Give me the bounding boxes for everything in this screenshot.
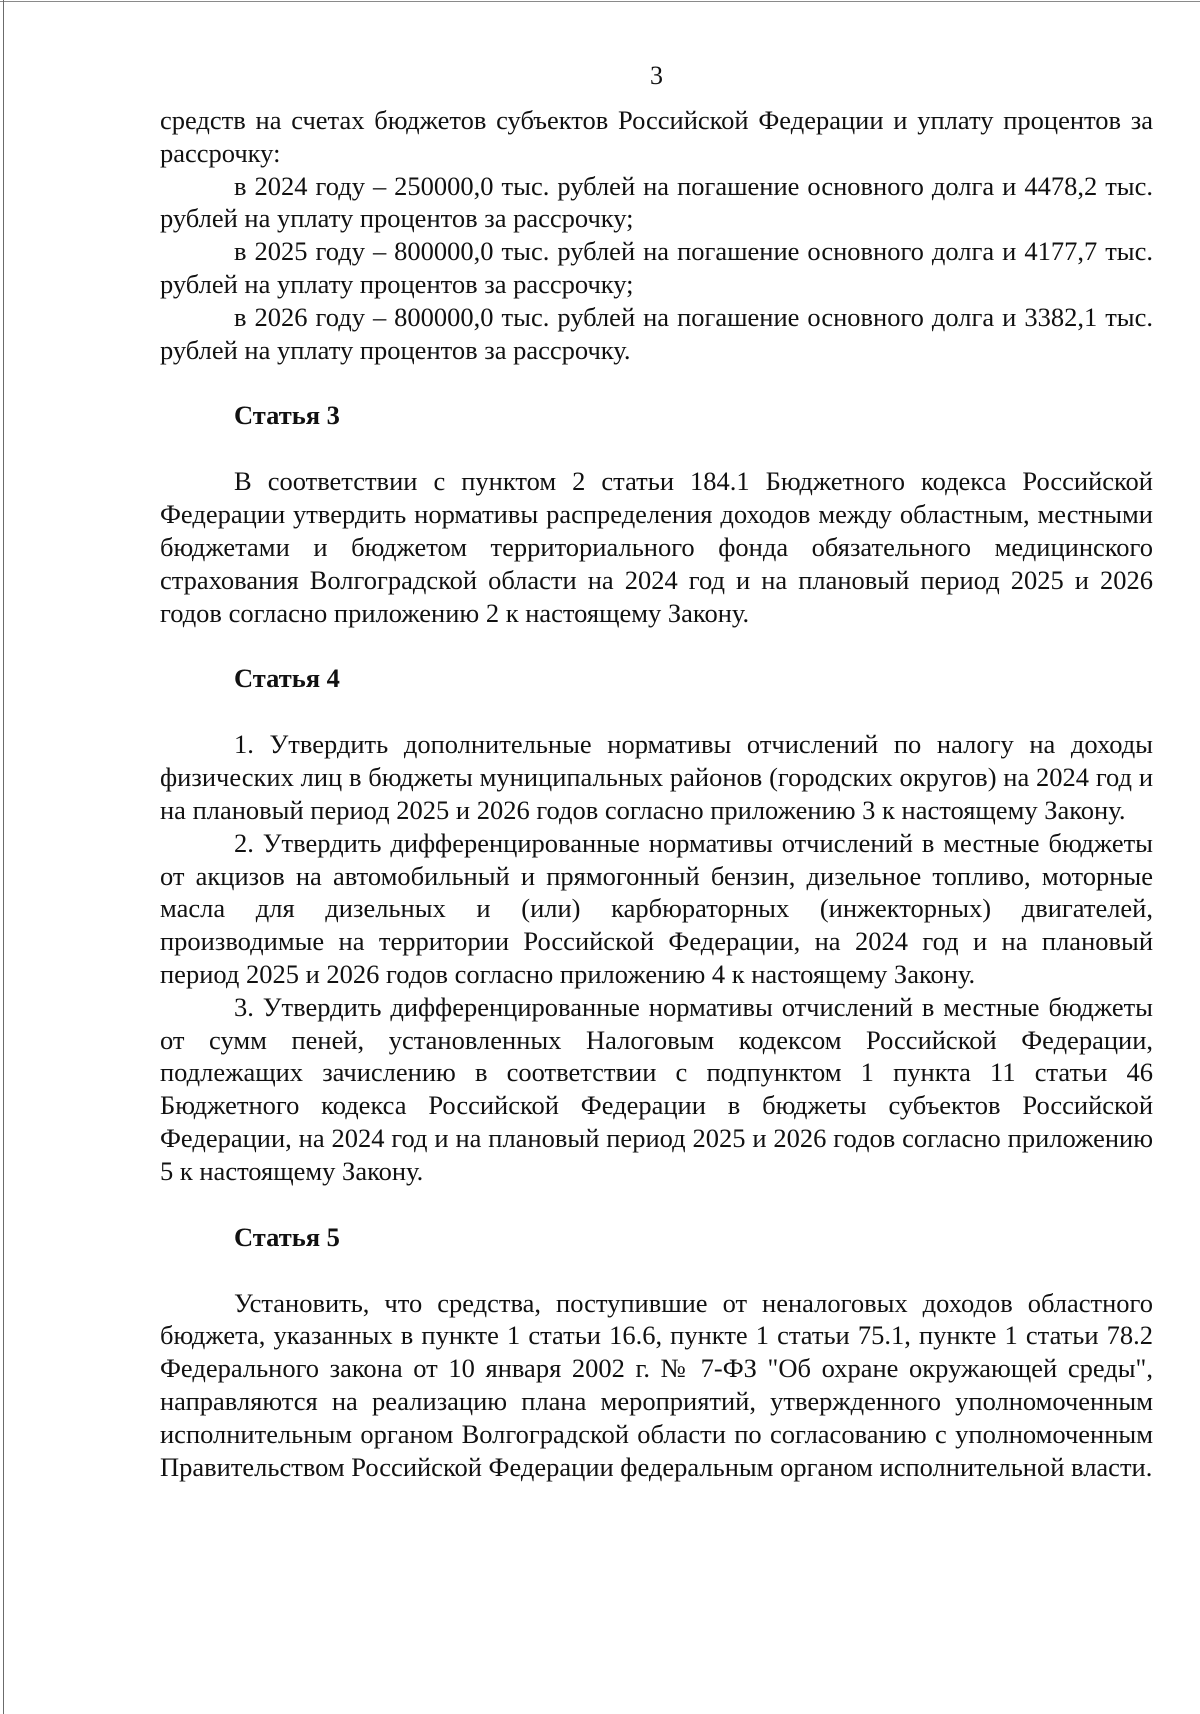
article-5-paragraph-1: Установить, что средства, поступившие от неналоговых доходов областного бюджета, указанных в пункте 1 статьи 16.6, пункте 1 статьи 75.1, пункте 1 статьи 78.2 Федерального закона от 10 января 2002 г. № 7-ФЗ "Об охране окружающей среды", направляются на реализацию плана мероприятий, утвержденного уполномоченным исполнительным органом Волгоградской области по согласованию с уполномоченным Правительством Российской Федерации федеральным органом исполнительной власти. bbox=[160, 1287, 1153, 1482]
continuation-item-2025: в 2025 году – 800000,0 тыс. рублей на погашение основного долга и 4177,7 тыс. рублей на уплату процентов за рассрочку; bbox=[160, 236, 1153, 299]
spacer bbox=[160, 1188, 1153, 1221]
scan-edge-left bbox=[3, 0, 4, 1714]
document-page bbox=[160, 60, 1153, 1483]
continuation-intro: средств на счетах бюджетов субъектов Российской Федерации и уплату процентов за рассрочку: bbox=[160, 105, 1153, 168]
spacer bbox=[160, 366, 1153, 399]
article-4-paragraph-3: 3. Утвердить дифференцированные нормативы отчислений в местные бюджеты от сумм пеней, установленных Налоговым кодексом Российской Федерации, подлежащих зачислению в соответствии с подпунктом 1 пункта 11 статьи 46 Бюджетного кодекса Российской Федерации в бюджеты субъектов Российской Федерации, на 2024 год и на плановый период 2025 и 2026 годов согласно приложению 5 к настоящему Закону. bbox=[160, 991, 1153, 1186]
article-4-paragraph-1: 1. Утвердить дополнительные нормативы отчислений по налогу на доходы физических лиц в бюджеты муниципальных районов (городских округов) на 2024 год и на плановый период 2025 и 2026 годов согласно приложению 3 к настоящему Закону. bbox=[160, 729, 1153, 825]
article-5-heading: Статья 5 bbox=[234, 1221, 340, 1252]
article-4-heading: Статья 4 bbox=[234, 663, 340, 694]
page-number: 3 bbox=[650, 61, 663, 90]
article-4-paragraph-2: 2. Утвердить дифференцированные нормативы отчислений в местные бюджеты от акцизов на автомобильный и прямогонный бензин, дизельное топливо, моторные масла для дизельных и (или) карбюраторных (инжекторных) двигателей, производимые на территории Российской Федерации, на 2024 год и на плановый период 2025 и 2026 годов согласно приложению 4 к настоящему Закону. bbox=[160, 827, 1153, 989]
spacer bbox=[160, 432, 1153, 465]
article-3-paragraph-1: В соответствии с пунктом 2 статьи 184.1 Бюджетного кодекса Российской Федерации утвердить нормативы распределения доходов между областным, местными бюджетами и бюджетом территориального фонда обязательного медицинского страхования Волгоградской области на 2024 год и на плановый период 2025 и 2026 годов согласно приложению 2 к настоящему Закону. bbox=[160, 466, 1153, 628]
continuation-item-2026: в 2026 году – 800000,0 тыс. рублей на погашение основного долга и 3382,1 тыс. рублей на уплату процентов за рассрочку. bbox=[160, 301, 1153, 365]
continuation-item-2024: в 2024 году – 250000,0 тыс. рублей на погашение основного долга и 4478,2 тыс. рублей на уплату процентов за рассрочку; bbox=[160, 170, 1153, 234]
scan-edge-top bbox=[0, 1, 1200, 2]
spacer bbox=[160, 695, 1153, 728]
article-3-heading: Статья 3 bbox=[234, 400, 340, 431]
spacer bbox=[160, 629, 1153, 662]
spacer bbox=[160, 1254, 1153, 1287]
